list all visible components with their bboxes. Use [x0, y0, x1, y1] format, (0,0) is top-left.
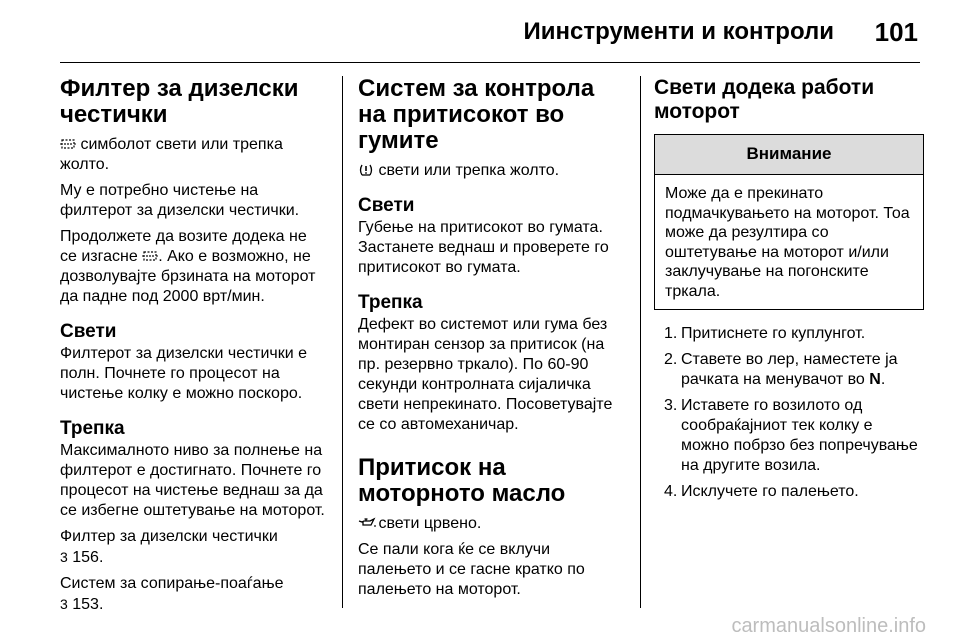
reference-dpf[interactable]	[60, 527, 328, 568]
warning-box	[654, 134, 924, 310]
dpf-intro-text: симболот свети или трепка жолто.	[60, 136, 283, 173]
oil-intro-text: свети црвено.	[374, 515, 482, 532]
step-text: Притиснете го куплунгот.	[681, 325, 866, 342]
reference-arrow-icon: 3	[60, 596, 68, 612]
column-dpf	[60, 76, 328, 621]
warning-text: Може да е прекинато подмачкувањето на моторот. Тоа може да резултира со оштетување на моторот и/или заклучување на погонските тркала.	[665, 185, 910, 300]
section-title-tire-pressure: Систем за контрола на притисокот во гумите	[358, 75, 595, 154]
step-text: Исклучете го палењето.	[681, 483, 859, 500]
column-oil-running	[654, 76, 924, 508]
step-text: Иставете го возилото од сообраќајниот тек колку е можно побрзо без попречување на другите возила.	[681, 397, 918, 474]
oil-can-icon	[358, 516, 374, 530]
reference-dpf-text: Филтер за дизелски честички	[60, 528, 278, 545]
heading-sveti: Свети	[60, 321, 117, 342]
step-number: 4.	[664, 483, 678, 500]
section-title-dpf: Филтер за дизелски честички	[60, 75, 299, 128]
page-header	[60, 0, 920, 63]
section-title-engine-running: Свети додека работи моторот	[654, 76, 875, 123]
step-text-end: .	[880, 371, 886, 388]
watermark: carmanualsonline.info	[731, 615, 926, 637]
warning-title: Внимание	[655, 135, 923, 175]
dpf-sveti-text: Филтерот за дизелски честички е полн. Почнете го процесот на чистење колку е можно поскоро.	[60, 345, 308, 402]
section-title-oil-pressure: Притисок на моторното масло	[358, 454, 566, 507]
step-number: 2.	[664, 351, 678, 368]
dpf-filter-icon	[142, 249, 158, 263]
tire-trepka-text: Дефект во системот или гума без монтиран сензор за притисок (на пр. резервно тркало). По 60-90 секунди контролната сијаличка свети непрекинато. Посоветувајте се со автомеханичар.	[358, 316, 613, 433]
dpf-p1: Му е потребно чистење на филтерот за дизелски честички.	[60, 182, 300, 219]
dpf-p2	[60, 227, 328, 307]
list-item	[654, 482, 924, 502]
step-number: 1.	[664, 325, 678, 342]
dpf-p2-text-a: Продолжете да возите додека не се изгасне	[60, 228, 307, 265]
oil-intro	[358, 514, 626, 534]
step-number: 3.	[664, 397, 678, 414]
reference-dpf-page: 156.	[72, 549, 104, 566]
dpf-p2-text-b: . Ако е возможно, не дозволувајте брзината на моторот да падне под 2000 врт/мин.	[60, 248, 316, 305]
gear-neutral-label: N	[869, 371, 881, 388]
header-title: Иинструменти и контроли	[523, 18, 834, 45]
tire-intro	[358, 161, 626, 181]
reference-arrow-icon: 3	[60, 549, 68, 565]
step-text: Ставете во лер, наместете ја рачката на менувачот во	[681, 351, 898, 388]
page-number: 101	[874, 17, 918, 47]
dpf-filter-icon	[60, 137, 76, 151]
column-divider	[342, 76, 343, 608]
dpf-intro	[60, 135, 328, 175]
tire-pressure-icon	[358, 163, 374, 177]
reference-stop-start-page: 153.	[72, 596, 104, 613]
column-divider	[640, 76, 641, 608]
list-item	[654, 350, 924, 390]
heading-trepka: Трепка	[60, 418, 125, 439]
tire-intro-text: свети или трепка жолто.	[374, 162, 560, 179]
tire-sveti-text: Губење на притисокот во гумата. Застанете веднаш и проверете го притисокот во гумата.	[358, 219, 609, 276]
oil-text: Се пали кога ќе се вклучи палењето и се гасне кратко по палењето на моторот.	[358, 541, 585, 598]
column-tire-pressure	[358, 76, 626, 606]
reference-stop-start[interactable]	[60, 574, 328, 615]
reference-stop-start-text: Систем за сопирање-поаѓање	[60, 575, 284, 592]
heading-sveti: Свети	[358, 195, 415, 216]
steps-list	[654, 324, 924, 502]
heading-trepka: Трепка	[358, 292, 423, 313]
list-item	[654, 396, 924, 476]
list-item	[654, 324, 924, 344]
dpf-trepka-text: Максималното ниво за полнење на филтерот е достигнато. Почнете го процесот на чистење веднаш за да се избегне оштетување на моторот.	[60, 442, 325, 519]
